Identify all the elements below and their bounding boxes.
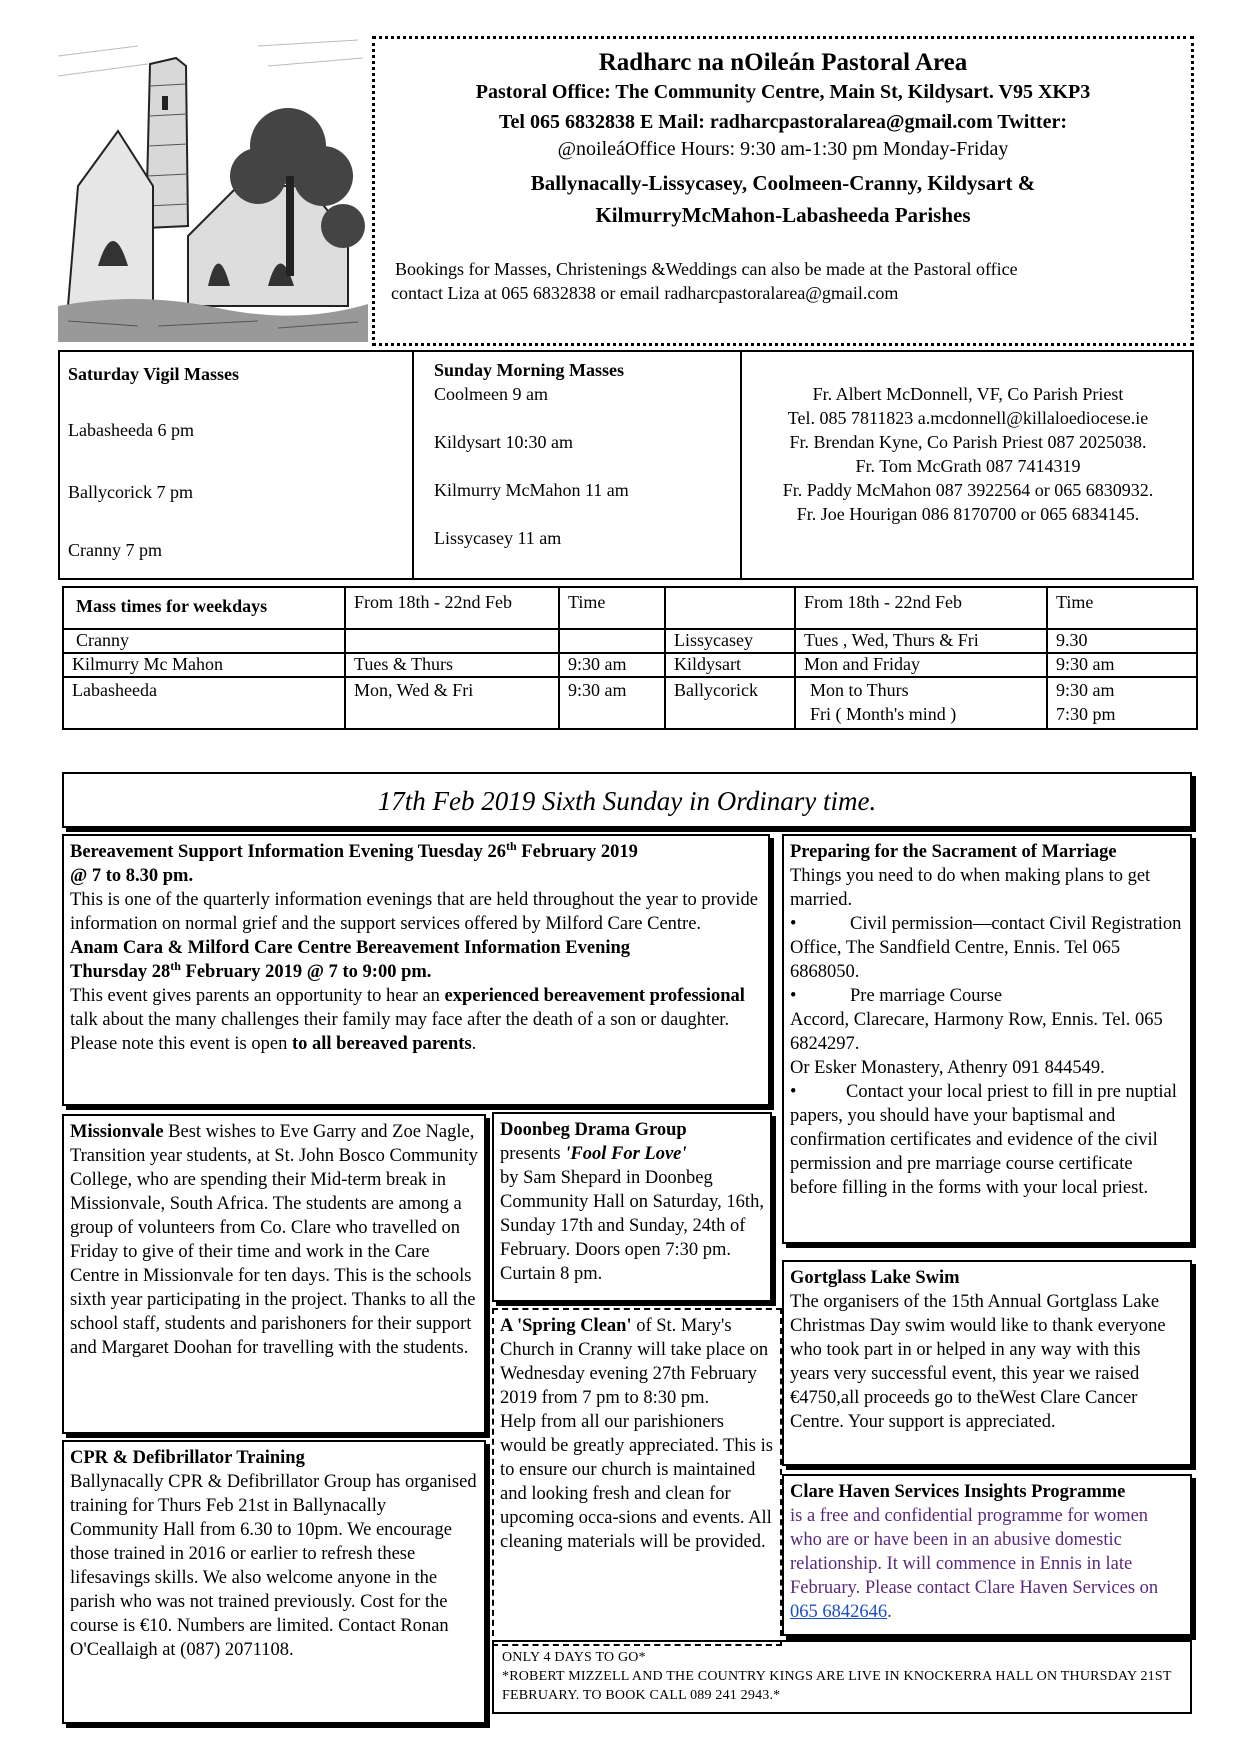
marriage-box (782, 834, 1192, 1244)
header-box (372, 36, 1194, 346)
marriage-esker: Or Esker Monastery, Athenry 091 844549. (790, 1058, 1105, 1078)
office-hours-line: @noileáOffice Hours: 9:30 am-1:30 pm Monday-Friday (557, 138, 1009, 160)
spring-clean-text-2: Help from all our parishioners would be greatly appreciated. This is to ensure our church is maintained and looking fresh and clean for upcoming occa-sions and events. All cleaning materials will be provided. (500, 1412, 773, 1552)
priest-line: Fr. Tom McGrath 087 7414319 (855, 456, 1081, 476)
sunday-item: Lissycasey 11 am (434, 528, 562, 548)
weekday-time: 9:30 am (1056, 680, 1115, 700)
weekday-time: 9:30 am (1056, 654, 1115, 674)
saturday-item: Ballycorick 7 pm (68, 482, 193, 502)
contact-line: Tel 065 6832838 E Mail: radharcpastoralarea@gmail.com Twitter: (499, 111, 1067, 133)
weekday-days: Mon to Thurs (810, 680, 909, 700)
weekday-place: Ballycorick (674, 680, 758, 700)
priest-line: Fr. Brendan Kyne, Co Parish Priest 087 2025038. (789, 432, 1147, 452)
saturday-item: Labasheeda 6 pm (68, 420, 194, 440)
spring-clean-text: A 'Spring Clean' of St. Mary's Church in Cranny will take place on Wednesday evening 27th February 2019 from 7 pm to 8:30 pm. (500, 1316, 769, 1408)
clare-haven-box (782, 1474, 1192, 1636)
weekday-days: Tues & Thurs (354, 654, 454, 674)
marriage-intro: Things you need to do when making plans to get married. (790, 866, 1151, 910)
drama-presents: presents 'Fool For Love' (500, 1144, 687, 1164)
drama-title: Doonbeg Drama Group (500, 1120, 687, 1140)
concert-line-1: ONLY 4 DAYS TO GO* (502, 1650, 646, 1665)
sunday-item: Coolmeen 9 am (434, 384, 548, 404)
anam-cara-date: Thursday 28th February 2019 @ 7 to 9:00 pm. (70, 958, 432, 982)
bereavement-para-2: This event gives parents an opportunity to hear an experienced bereavement professional talk about the many challenges their family may face after the death of a son or daughter. Please note this event is open to all bereaved parents. (70, 986, 745, 1054)
time-header: Time (568, 592, 606, 612)
bereavement-para-1: This is one of the quarterly information evenings that are held throughout the year to provide information on normal grief and the support services offered by Milford Care Centre. (70, 890, 758, 934)
spring-clean-box (492, 1308, 782, 1646)
marriage-bullet-2: • Pre marriage Course (790, 986, 1003, 1006)
cpr-text: Ballynacally CPR & Defibrillator Group has organised training for Thurs Feb 21st in Ballynacally Community Hall from 6.30 to 10pm. We encourage those trained in 2016 or earlier to refresh these lifesavings skills. We also welcome anyone in the parish who was not trained previously. Cost for the course is €10. Numbers are limited. Contact Ronan O'Ceallaigh at (087) 2071108. (70, 1472, 477, 1660)
priest-line: Fr. Albert McDonnell, VF, Co Parish Priest (812, 384, 1124, 404)
weekday-days: Tues , Wed, Thurs & Fri (804, 630, 979, 650)
priest-line: Fr. Paddy McMahon 087 3922564 or 065 6830932. (782, 480, 1154, 500)
sunday-morning-title: Sunday Morning Masses (434, 360, 625, 380)
concert-box (492, 1640, 1192, 1714)
missionvale-box (62, 1114, 486, 1434)
sunday-banner: 17th Feb 2019 Sixth Sunday in Ordinary time. (62, 772, 1192, 828)
weekday-time: 9:30 am (568, 654, 627, 674)
saturday-vigil-title: Saturday Vigil Masses (68, 364, 240, 384)
bookings-text (391, 257, 1018, 305)
saturday-item: Cranny 7 pm (68, 540, 162, 560)
marriage-accord: Accord, Clarecare, Harmony Row, Ennis. Tel. 065 6824297. (790, 1010, 1163, 1054)
marriage-bullet-3: • Contact your local priest to fill in pre nuptial papers, you should have your baptismal and confirmation certificates and evidence of the civil permission and pre marriage course certificate before filling in the forms with your local priest. (790, 1082, 1177, 1198)
weekday-place: Kilmurry Mc Mahon (72, 654, 223, 674)
weekday-days: Mon, Wed & Fri (354, 680, 474, 700)
weekday-time: 9.30 (1056, 630, 1088, 650)
missionvale-title: Missionvale (70, 1122, 164, 1142)
clare-haven-phone-link[interactable]: 065 6842646 (790, 1602, 888, 1622)
time-header: Time (1056, 592, 1094, 612)
bereavement-box (62, 834, 770, 1106)
drama-text: by Sam Shepard in Doonbeg Community Hall on Saturday, 16th, Sunday 17th and Sunday, 24th of February. Doors open 7:30 pm. Curtain 8 pm. (500, 1168, 764, 1284)
weekday-place: Lissycasey (674, 630, 753, 650)
clare-haven-text: is a free and confidential programme for women who are or have been in an abusive domestic relationship. It will commence in Ennis in late February. Please contact Clare Haven Services on 065 6842646. (790, 1506, 1159, 1622)
bookings-line-2: contact Liza at 065 6832838 or email radharcpastoralarea@gmail.com (391, 283, 899, 303)
gortglass-title: Gortglass Lake Swim (790, 1268, 960, 1288)
sunday-item: Kildysart 10:30 am (434, 432, 573, 452)
drama-box (492, 1112, 772, 1302)
church-ruin-illustration (58, 36, 368, 342)
weekday-time: 9:30 am (568, 680, 627, 700)
weekday-time: 7:30 pm (1056, 704, 1116, 724)
pastoral-office-line: Pastoral Office: The Community Centre, Main St, Kildysart. V95 XKP3 (475, 81, 1091, 103)
parishes-line-2: KilmurryMcMahon-Labasheeda Parishes (595, 203, 971, 227)
cpr-box (62, 1440, 486, 1724)
weekday-days: Fri ( Month's mind ) (810, 704, 957, 724)
clare-haven-title: Clare Haven Services Insights Programme (790, 1482, 1126, 1502)
weekday-mass-table (62, 586, 1198, 730)
from-header: From 18th - 22nd Feb (354, 592, 513, 612)
priests-list (742, 382, 1194, 526)
sunday-item: Kilmurry McMahon 11 am (434, 480, 629, 500)
weekday-title: Mass times for weekdays (76, 596, 268, 616)
weekday-place: Kildysart (674, 654, 741, 674)
marriage-bullet-1: • Civil permission—contact Civil Registration Office, The Sandfield Centre, Ennis. Tel 065 6868050. (790, 914, 1182, 982)
parishes-line-1: Ballynacally-Lissycasey, Coolmeen-Cranny, Kildysart & (530, 171, 1036, 195)
mass-schedule-box (58, 350, 1194, 580)
priest-line: Fr. Joe Hourigan 086 8170700 or 065 6834145. (796, 504, 1140, 524)
marriage-title: Preparing for the Sacrament of Marriage (790, 842, 1117, 862)
church-sketch-icon (58, 36, 368, 342)
missionvale-text: Best wishes to Eve Garry and Zoe Nagle, Transition year students, at St. John Bosco Community College, who are spending their Mid-term break in Missionvale, South Africa. The students are among a group of volunteers from Co. Clare who travelled on Friday to give of their time and work in the Care Centre in Missionvale for ten days. This is the schools sixth year participating in the project. Thanks to all the school staff, students and parishoners for their support and Margaret Doohan for travelling with the students. (70, 1122, 478, 1358)
weekday-days: Mon and Friday (804, 654, 920, 674)
cpr-title: CPR & Defibrillator Training (70, 1448, 305, 1468)
from-header: From 18th - 22nd Feb (804, 592, 963, 612)
pastoral-area-title: Radharc na nOileán Pastoral Area (598, 49, 968, 76)
concert-line-2: *ROBERT MIZZELL AND THE COUNTRY KINGS ARE LIVE IN KNOCKERRA HALL ON THURSDAY 21ST FEBRUARY. TO BOOK CALL 089 241 2943.* (502, 1669, 1172, 1703)
weekday-place: Cranny (76, 630, 129, 650)
bereavement-time: @ 7 to 8.30 pm. (70, 866, 194, 886)
weekday-place: Labasheeda (72, 680, 157, 700)
bookings-line-1: Bookings for Masses, Christenings &Weddings can also be made at the Pastoral office (395, 259, 1018, 279)
priest-line: Tel. 085 7811823 a.mcdonnell@killaloediocese.ie (787, 408, 1149, 428)
anam-cara-title: Anam Cara & Milford Care Centre Bereavement Information Evening (70, 938, 631, 958)
gortglass-box (782, 1260, 1192, 1466)
gortglass-text: The organisers of the 15th Annual Gortglass Lake Christmas Day swim would like to thank everyone who took part in or helped in any way with this years very successful event, this year we raised €4750,all proceeds go to theWest Clare Cancer Centre. Your support is appreciated. (790, 1292, 1166, 1432)
divider (412, 352, 414, 578)
bereavement-title: Bereavement Support Information Evening Tuesday 26th February 2019 (70, 838, 638, 862)
